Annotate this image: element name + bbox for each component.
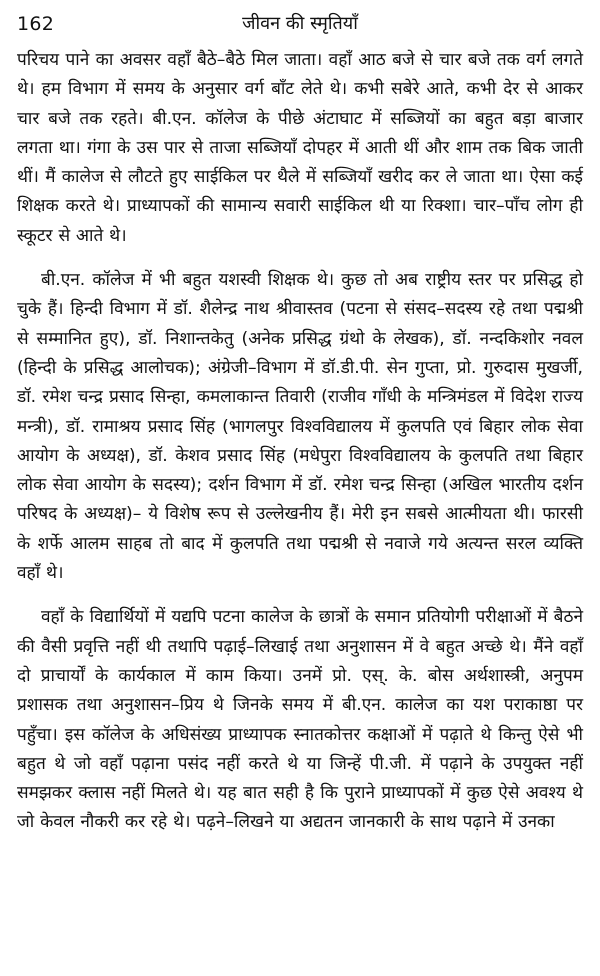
paragraph-students: वहाँ के विद्यार्थियों में यद्यपि पटना कालेज के छात्रों के समान प्रतियोगी परीक्षाओं में बैठने की वैसी प्रवृत्ति नहीं थी तथापि पढ़ाई–लिखाई तथा अनुशासन में वे बहुत अच्छे थे। मैंने वहाँ दो प्राचार्यों के कार्यकाल में काम किया। उनमें प्रो. एस्. के. बोस अर्थशास्त्री, अनुपम प्रशासक तथा अनुशासन–प्रिय थे जिनके समय में बी.एन. कालेज का यश पराकाष्ठा पर पहुँचा। इस कॉलेज के अधिसंख्य प्राध्यापक स्नातकोत्तर कक्षाओं में पढ़ाते थे किन्तु ऐसे भी बहुत थे जो वहाँ पढ़ाना पसंद नहीं करते थे या जिन्हें पी.जी. में पढ़ाने के उपयुक्त नहीं समझकर क्लास नहीं मिलते थे। यह बात सही है कि पुराने प्राध्यापकों में कुछ ऐसे अवश्य थे जो केवल नौकरी कर रहे थे। पढ़ने–लिखने या अद्यतन जानकारी के साथ पढ़ाने में उनका [17,607,583,833]
body-text [17,46,583,838]
paragraph-continuation: परिचय पाने का अवसर वहाँ बैठे–बैठे मिल जाता। वहाँ आठ बजे से चार बजे तक वर्ग लगते थे। हम विभाग में समय के अनुसार वर्ग बाँट लेते थे। कभी सबेरे आते, कभी देर से आकर चार बजे तक रहते। बी.एन. कॉलेज के पीछे अंटाघाट में सब्जियों का बहुत बड़ा बाजार लगता था। गंगा के उस पार से ताजा सब्जियाँ दोपहर में आती थीं और शाम तक बिक जाती थीं। मैं कालेज से लौटते हुए साईकिल पर थैले में सब्जियाँ खरीद कर ले जाता था। ऐसा कई शिक्षक करते थे। प्राध्यापकों की सामान्य सवारी साईकिल थी या रिक्शा। चार–पाँच लोग ही स्कूटर से आते थे। [17,50,583,246]
page-number: 162 [17,13,55,35]
running-title: जीवन की स्मृतियाँ [242,13,358,34]
page-header [17,12,583,46]
paragraph-faculty: बी.एन. कॉलेज में भी बहुत यशस्वी शिक्षक थे। कुछ तो अब राष्ट्रीय स्तर पर प्रसिद्ध हो चुके हैं। हिन्दी विभाग में डॉ. शैलेन्द्र नाथ श्रीवास्तव (पटना से संसद–सदस्य रहे तथा पद्मश्री से सम्मानित हुए), डॉ. निशान्तकेतु (अनेक प्रसिद्ध ग्रंथो के लेखक), डॉ. नन्दकिशोर नवल (हिन्दी के प्रसिद्ध आलोचक); अंग्रेजी–विभाग में डॉ.डी.पी. सेन गुप्ता, प्रो. गुरुदास मुखर्जी, डॉ. रमेश चन्द्र प्रसाद सिन्हा, कमलाकान्त तिवारी (राजीव गाँधी के मन्त्रिमंडल में विदेश राज्य मन्त्री), डॉ. रामाश्रय प्रसाद सिंह (भागलपुर विश्वविद्यालय में कुलपति एवं बिहार लोक सेवा आयोग के अध्यक्ष), डॉ. केशव प्रसाद सिंह (मधेपुरा विश्वविद्यालय के कुलपति तथा बिहार लोक सेवा आयोग के सदस्य); दर्शन विभाग में डॉ. रमेश चन्द्र सिन्हा (अखिल भारतीय दर्शन परिषद के अध्यक्ष)– ये विशेष रूप से उल्लेखनीय हैं। मेरी इन सबसे आत्मीयता थी। फारसी के शर्फे आलम साहब तो बाद में कुलपति तथा पद्मश्री से नवाजे गये अत्यन्त सरल व्यक्ति वहाँ थे। [17,270,583,584]
